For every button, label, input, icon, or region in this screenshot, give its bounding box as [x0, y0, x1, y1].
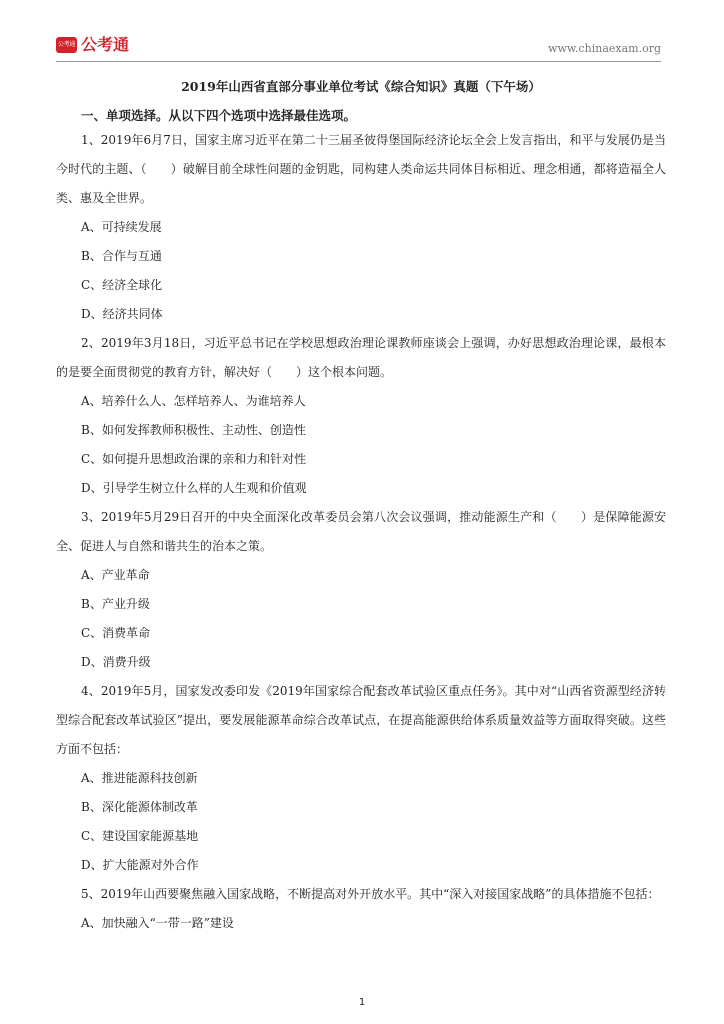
- option-a: A、加快融入“一带一路”建设: [81, 916, 234, 930]
- option-a: A、推进能源科技创新: [81, 771, 198, 785]
- question-stem: 5、2019年山西要聚焦融入国家战略，不断提高对外开放水平。其中“深入对接国家战略”的具体措施不包括：: [81, 887, 660, 901]
- page-number: 1: [358, 997, 366, 1008]
- option-d: D、经济共同体: [81, 307, 163, 321]
- option-b: B、深化能源体制改革: [81, 800, 198, 814]
- option-a: A、可持续发展: [81, 220, 162, 234]
- brand-logo[interactable]: [56, 36, 129, 54]
- option-a: A、产业革命: [81, 568, 150, 582]
- section-heading: 一、单项选择。从以下四个选项中选择最佳选项。: [81, 108, 357, 123]
- question-3: [56, 503, 666, 677]
- question-stem: 2、2019年3月18日，习近平总书记在学校思想政治理论课教师座谈会上强调，办好思想政治理论课，最根本的是要全面贯彻党的教育方针，解决好（ ）这个根本问题。: [56, 336, 666, 379]
- question-1: [56, 126, 666, 329]
- question-stem: 4、2019年5月，国家发改委印发《2019年国家综合配套改革试验区重点任务》。其中对“山西省资源型经济转型综合配套改革试验区”提出，要发展能源革命综合改革试点，在提高能源供给体系质量效益等方面取得突破。这些方面不包括：: [56, 684, 666, 756]
- question-stem: 3、2019年5月29日召开的中央全面深化改革委员会第八次会议强调，推动能源生产和（ ）是保障能源安全、促进人与自然和谐共生的治本之策。: [56, 510, 666, 553]
- option-c: C、如何提升思想政治课的亲和力和针对性: [81, 452, 307, 466]
- option-c: C、消费革命: [81, 626, 151, 640]
- question-4: [56, 677, 666, 880]
- site-url[interactable]: www.chinaexam.org: [548, 42, 661, 55]
- option-a: A、培养什么人、怎样培养人、为谁培养人: [81, 394, 306, 408]
- logo-mark-icon: 公考通: [56, 37, 77, 53]
- option-d: D、扩大能源对外合作: [81, 858, 199, 872]
- option-b: B、产业升级: [81, 597, 150, 611]
- logo-text: 公考通: [81, 35, 130, 54]
- option-d: D、消费升级: [81, 655, 151, 669]
- option-c: C、建设国家能源基地: [81, 829, 199, 843]
- question-5: [56, 880, 666, 938]
- document-body: [56, 71, 666, 938]
- option-c: C、经济全球化: [81, 278, 163, 292]
- option-b: B、合作与互通: [81, 249, 162, 263]
- question-stem: 1、2019年6月7日，国家主席习近平在第二十三届圣彼得堡国际经济论坛全会上发言指出，和平与发展仍是当今时代的主题、（ ）破解目前全球性问题的金钥匙，同构建人类命运共同体目标相近、理念相通，都将造福全人类、惠及全世界。: [56, 133, 666, 205]
- document-title: 2019年山西省直部分事业单位考试《综合知识》真题（下午场）: [181, 79, 541, 94]
- option-d: D、引导学生树立什么样的人生观和价值观: [81, 481, 307, 495]
- option-b: B、如何发挥教师积极性、主动性、创造性: [81, 423, 306, 437]
- header-divider: [56, 61, 661, 62]
- question-2: [56, 329, 666, 503]
- page-header: [56, 34, 661, 60]
